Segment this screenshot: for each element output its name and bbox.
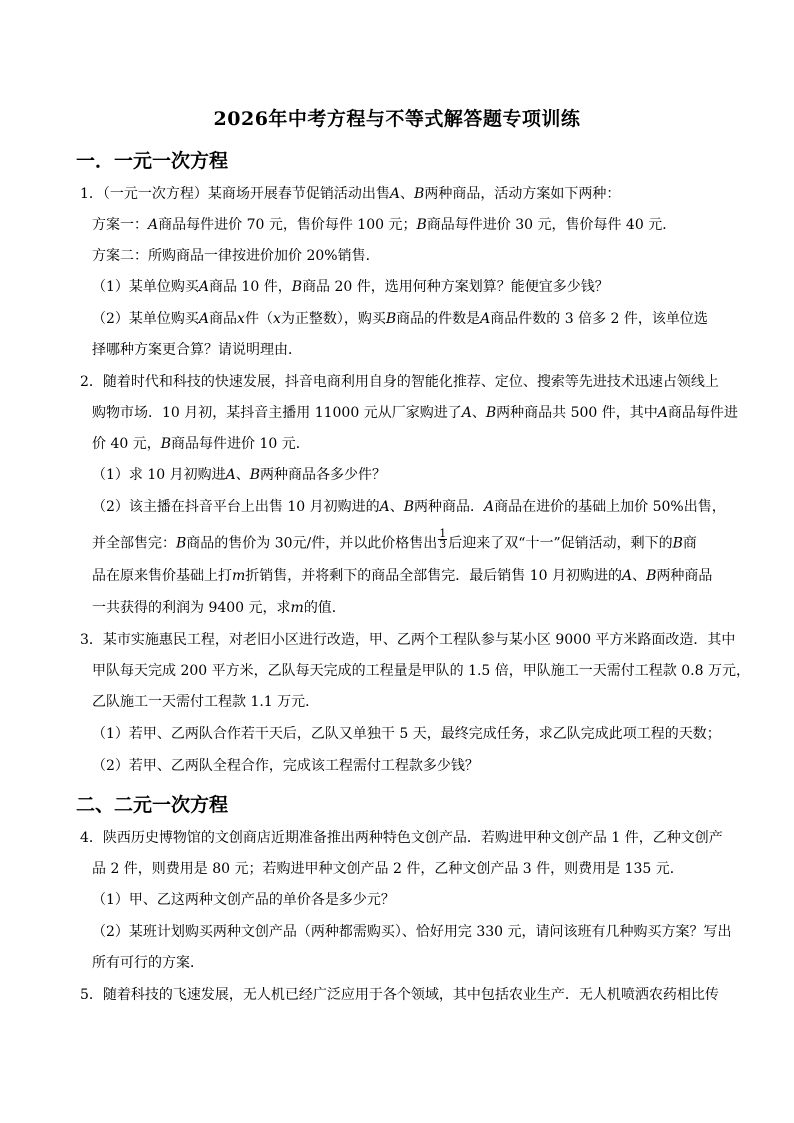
q3-line-3: 乙队施工一天需付工程款 1.1 万元． [92, 694, 320, 710]
q2-sub-1: （1）求 10 月初购进A、B两种商品各多少件？ [92, 467, 387, 483]
q2-line-3: 价 40 元，B商品每件进价 10 元． [92, 436, 310, 452]
fraction-one-third: $\frac{1}{3}$ [439, 527, 447, 551]
q1-sub-2-cont: 择哪种方案更合算？请说明理由． [92, 342, 302, 358]
q4-sub-1: （1）甲、乙这两种文创产品的单价各是多少元？ [92, 892, 395, 908]
q4-sub-2: （2）某班计划购买两种文创产品（两种都需购买）、恰好用完 330 元，请问该班有几种购买方案？写出 [92, 924, 732, 940]
q3-line-1: 3．某市实施惠民工程，对老旧小区进行改造，甲、乙两个工程队参与某小区 9000 平方米路面改造．其中 [80, 632, 736, 648]
q2-line-2: 购物市场．10 月初，某抖音主播用 11000 元从厂家购进了A、B两种商品共 500 件，其中A商品每件进 [92, 405, 738, 421]
q2-sub-2-line-4: 一共获得的利润为 9400 元，求m的值． [92, 600, 346, 616]
q2-sub-2-line-2: 并全部售完：B商品的售价为 30元/件，并以此价格售出 $\frac{1}{3}$ 后迎来了双“十一”促销活动，剩下的B商 [92, 527, 697, 552]
section-heading-2: 二、二元一次方程 [76, 794, 229, 816]
q1-plan-1: 方案一：A商品每件进价 70 元，售价每件 100 元；B商品每件进价 30 元，售价每件 40 元． [92, 217, 677, 233]
q1-line-1: 1．（一元一次方程）某商场开展春节促销活动出售A、B两种商品，活动方案如下两种： [80, 186, 621, 202]
page-title: 2026年中考方程与不等式解答题专项训练 [213, 108, 581, 130]
q3-sub-2: （2）若甲、乙两队全程合作，完成该工程需付工程款多少钱？ [92, 758, 479, 774]
section-heading-1: 一．一元一次方程 [76, 150, 229, 172]
q5-line-1: 5．随着科技的飞速发展，无人机已经广泛应用于各个领域，其中包括农业生产．无人机喷洒农药相比传 [80, 987, 719, 1003]
q2-line-1: 2．随着时代和科技的快速发展，抖音电商利用自身的智能化推荐、定位、搜索等先进技术迅速占领线上 [80, 374, 719, 390]
q1-sub-1: （1）某单位购买A商品 10 件，B商品 20 件，选用何种方案划算？能便宜多少钱？ [92, 279, 609, 295]
q2-sub-2: （2）该主播在抖音平台上出售 10 月初购进的A、B两种商品．A商品在进价的基础上加价 50%出售， [92, 499, 726, 515]
q4-line-2: 品 2 件，则费用是 80 元；若购进甲种文创产品 2 件，乙种文创产品 3 件，则费用是 135 元． [92, 861, 684, 877]
q1-sub-2: （2）某单位购买A商品x件（x为正整数），购买B商品的件数是A商品件数的 3 倍多 2 件，该单位选 [92, 311, 708, 327]
q3-line-2: 甲队每天完成 200 平方米，乙队每天完成的工程量是甲队的 1.5 倍，甲队施工一天需付工程款 0.8 万元， [92, 663, 750, 679]
q3-sub-1: （1）若甲、乙两队合作若干天后，乙队又单独干 5 天，最终完成任务，求乙队完成此项工程的天数； [92, 726, 721, 742]
q1-plan-2: 方案二：所购商品一律按进价加价 20%销售． [92, 248, 380, 264]
q4-sub-2-cont: 所有可行的方案． [92, 955, 204, 971]
q4-line-1: 4．陕西历史博物馆的文创商店近期准备推出两种特色文创产品．若购进甲种文创产品 1 件，乙种文创产 [80, 830, 723, 846]
q2-sub-2-line-3: 品在原来售价基础上打m折销售，并将剩下的商品全部售完．最后销售 10 月初购进的A、B两种商品 [92, 568, 713, 584]
